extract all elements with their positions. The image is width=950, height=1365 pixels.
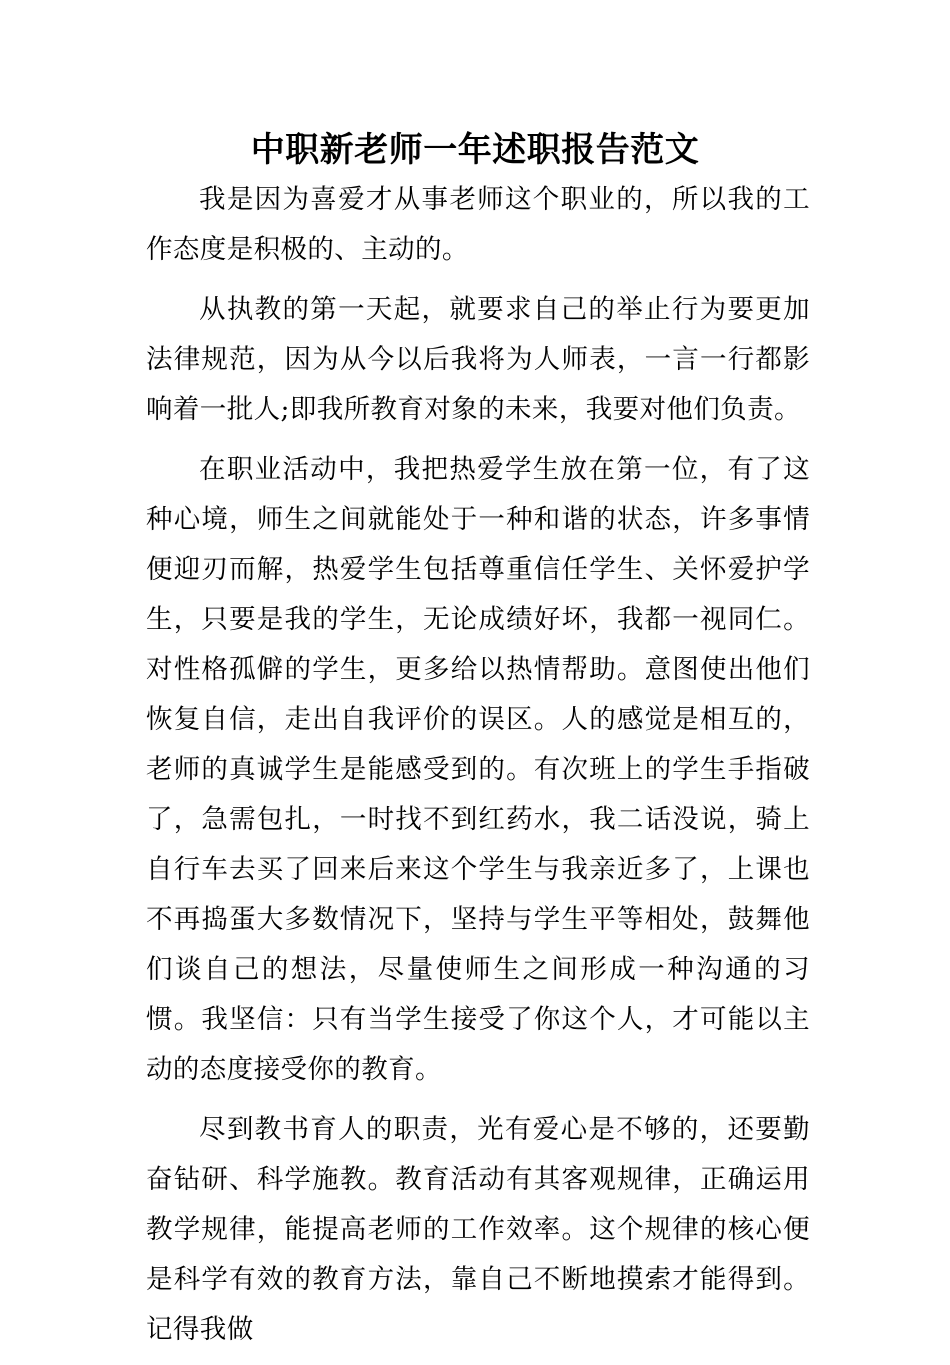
paragraph-1: 我是因为喜爱才从事老师这个职业的，所以我的工作态度是积极的、主动的。 [146, 184, 810, 265]
paragraph-3: 在职业活动中，我把热爱学生放在第一位，有了这种心境，师生之间就能处于一种和谐的状态，许多事情便迎刃而解，热爱学生包括尊重信任学生、关怀爱护学生，只要是我的学生，无论成绩好坏，我都一视同仁。对性格孤僻的学生，更多给以热情帮助。意图使出他们恢复自信，走出自我评价的误区。人的感觉是相互的，老师的真诚学生是能感受到的。有次班上的学生手指破了，急需包扎，一时找不到红药水，我二话没说，骑上自行车去买了回来后来这个学生与我亲近多了，上课也不再捣蛋大多数情况下，坚持与学生平等相处，鼓舞他们谈自己的想法，尽量使师生之间形成一种沟通的习惯。我坚信：只有当学生接受了你这个人，才可能以主动的态度接受你的教育。 [146, 454, 810, 1085]
paragraph-4: 尽到教书育人的职责，光有爱心是不够的，还要勤奋钻研、科学施教。教育活动有其客观规律，正确运用教学规律，能提高老师的工作效率。这个规律的核心便是科学有效的教育方法，靠自己不断地摸索才能得到。记得我做 [146, 1114, 810, 1345]
document-body [146, 175, 810, 1365]
document-title: 中职新老师一年述职报告范文 [250, 130, 700, 170]
paragraph-2: 从执教的第一天起，就要求自己的举止行为要更加法律规范，因为从今以后我将为人师表，一言一行都影响着一批人;即我所教育对象的未来，我要对他们负责。 [146, 294, 810, 425]
